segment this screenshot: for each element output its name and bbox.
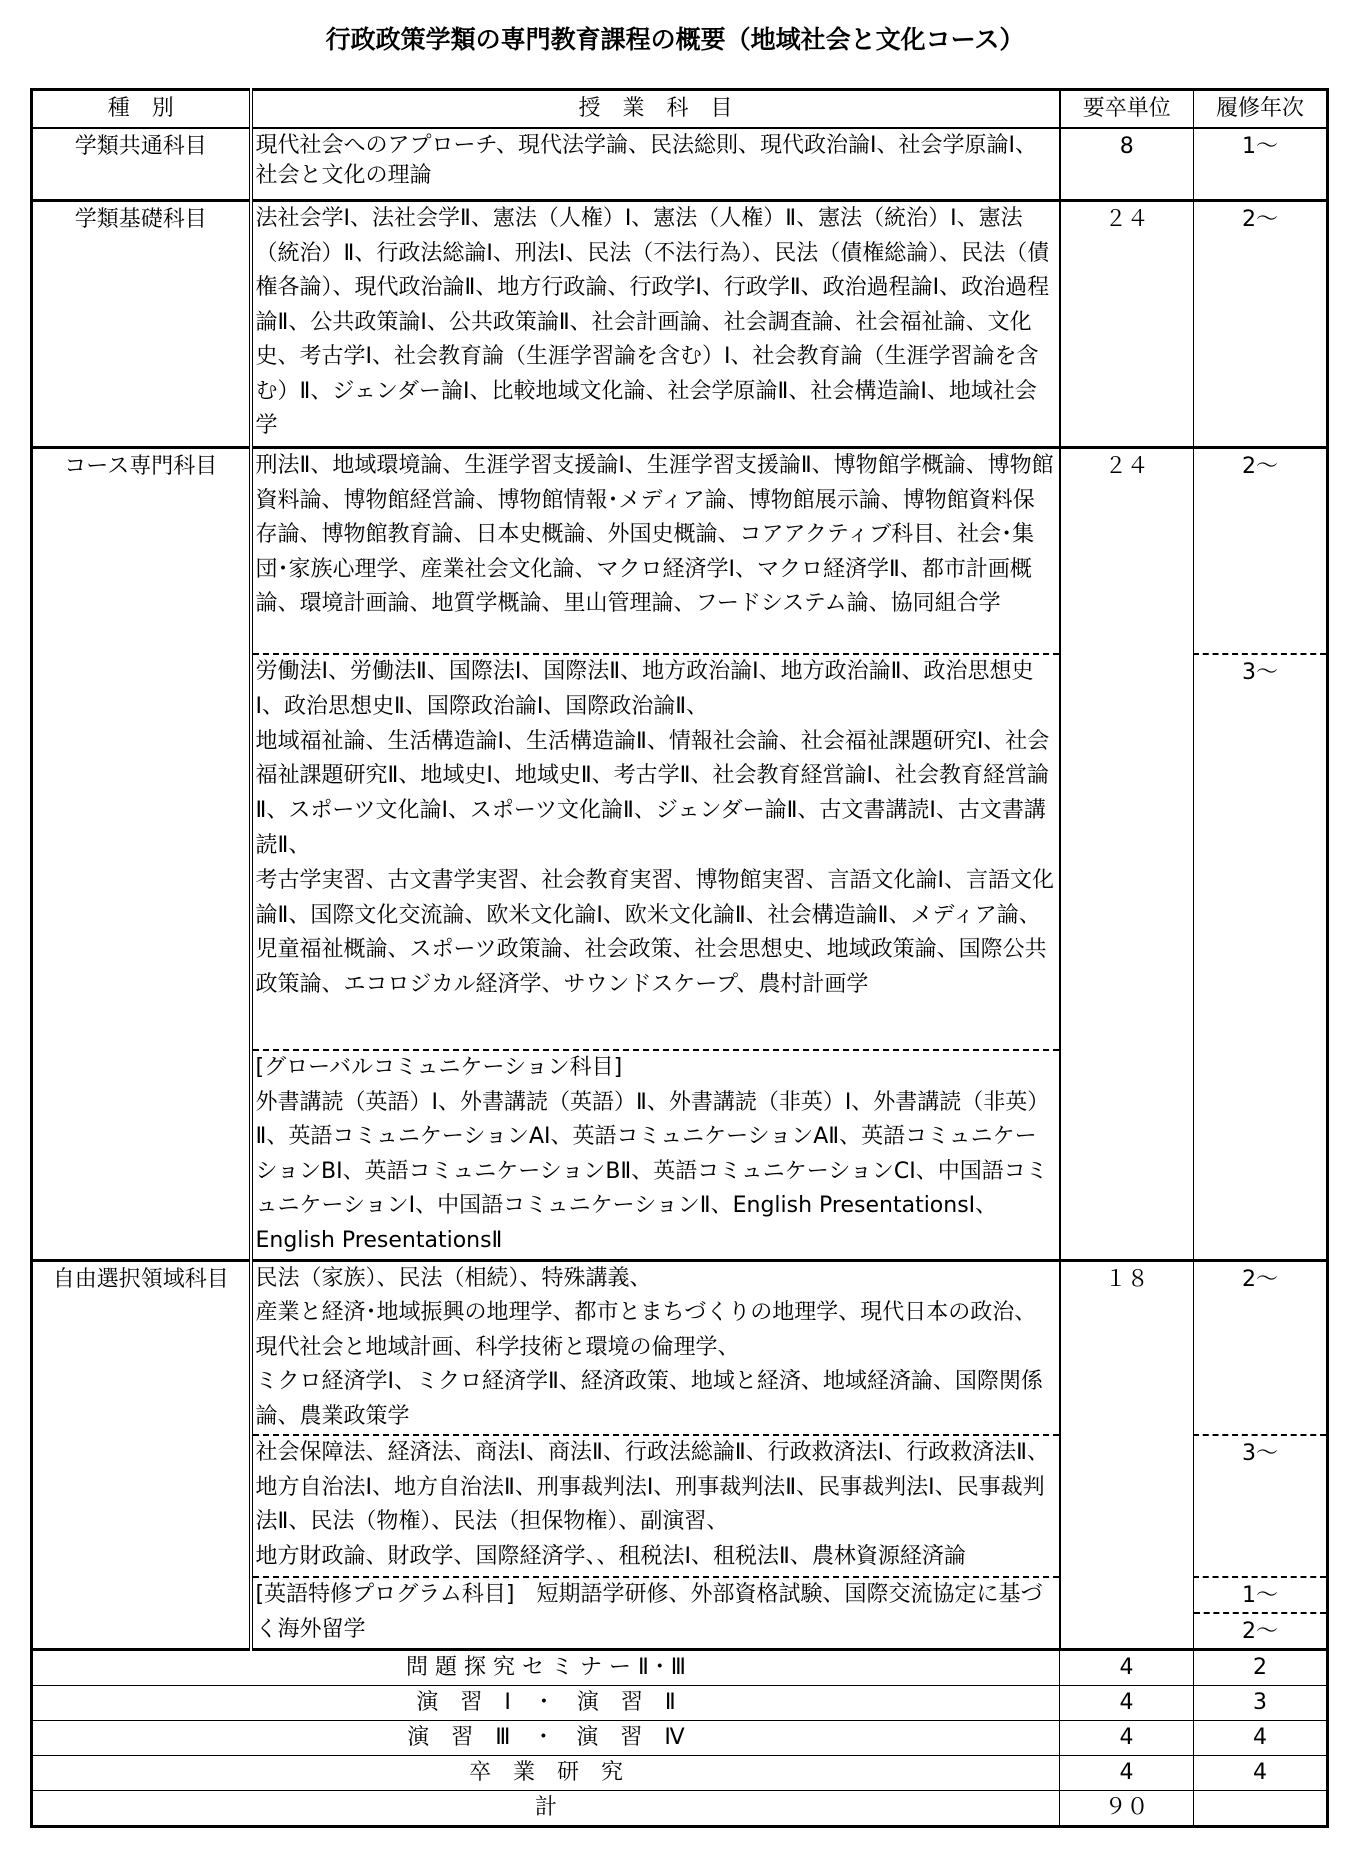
- category-free: 自由選択領域科目: [32, 1260, 251, 1650]
- courses-free-3: [英語特修プログラム科目] 短期語学研修、外部資格試験、国際交流協定に基づく海外留学: [251, 1577, 1060, 1650]
- summary-row-total: [32, 1791, 1328, 1827]
- row-common: [32, 128, 1328, 201]
- summary-units-seminar: 4: [1060, 1650, 1194, 1686]
- summary-row-practice-1: [32, 1686, 1328, 1721]
- year-free-2: 3～: [1194, 1435, 1328, 1577]
- row-course-1: [32, 448, 1328, 655]
- courses-course-2: [251, 654, 1060, 1050]
- year-free-1: 2～: [1194, 1260, 1328, 1435]
- units-free: １８: [1060, 1260, 1194, 1650]
- units-basic: ２４: [1060, 201, 1194, 448]
- header-row: [32, 90, 1328, 129]
- header-year: 履修年次: [1194, 90, 1328, 129]
- courses-free-1: [251, 1260, 1060, 1435]
- year-free-3a: 1～: [1242, 1583, 1278, 1609]
- courses-course-3: [251, 1050, 1060, 1260]
- units-common: 8: [1060, 128, 1194, 201]
- courses-common: 現代社会へのアプローチ、現代法学論、民法総則、現代政治論Ⅰ、社会学原論Ⅰ、社会と文化の理論: [251, 128, 1060, 201]
- summary-label-thesis: 卒 業 研 究: [32, 1756, 1060, 1791]
- header-units: 要卒単位: [1060, 90, 1194, 129]
- units-course: ２４: [1060, 448, 1194, 1261]
- global-communication-heading: [グローバルコミュニケーション科目]: [255, 1055, 623, 1080]
- summary-year-practice-1: 3: [1194, 1686, 1328, 1721]
- row-free-1: [32, 1260, 1328, 1435]
- curriculum-table: [30, 88, 1329, 1828]
- summary-row-practice-2: [32, 1721, 1328, 1756]
- year-basic: 2～: [1194, 201, 1328, 448]
- courses-course-2c: 考古学実習、古文書学実習、社会教育実習、博物館実習、言語文化論Ⅰ、言語文化論Ⅱ、国際文化交流論、欧米文化論Ⅰ、欧米文化論Ⅱ、社会構造論Ⅱ、メディア論、: [255, 867, 1054, 928]
- year-free-3: [1194, 1577, 1328, 1650]
- summary-label-seminar: 問 題 探 究 セ ミ ナ ー Ⅱ・Ⅲ: [32, 1650, 1060, 1686]
- year-free-3b: 2～: [1194, 1612, 1326, 1648]
- summary-label-total: 計: [32, 1791, 1060, 1827]
- global-communication-courses: 外書講読（英語）Ⅰ、外書講読（英語）Ⅱ、外書講読（非英）Ⅰ、外書講読（非英）Ⅱ、英語コミュニケーションAⅠ、英語コミュニケーションAⅡ、英語コミュニケーションBⅠ、英語コミュニケーションBⅡ、英語コミュニケーションCⅠ、中国語コミュニケーションⅠ、中国語コミュニケーションⅡ、English PresentationsⅠ、English PresentationsⅡ: [255, 1089, 1050, 1253]
- year-course-2: 3～: [1194, 654, 1328, 1260]
- row-basic: [32, 201, 1328, 448]
- courses-free-1b: 産業と経済･地域振興の地理学、都市とまちづくりの地理学、現代日本の政治、現代社会と地域計画、科学技術と環境の倫理学、: [255, 1300, 1037, 1360]
- year-course-1: 2～: [1194, 448, 1328, 655]
- summary-units-practice-1: 4: [1060, 1686, 1194, 1721]
- courses-free-2a: 社会保障法、経済法、商法Ⅰ、商法Ⅱ、行政法総論Ⅱ、行政救済法Ⅰ、行政救済法Ⅱ、地方自治法Ⅰ、地方自治法Ⅱ、刑事裁判法Ⅰ、刑事裁判法Ⅱ、民事裁判法Ⅰ、民事裁判法Ⅱ、民法（物権）、民法（担保物権）、副演習、: [255, 1440, 1049, 1535]
- courses-free-1c: ミクロ経済学Ⅰ、ミクロ経済学Ⅱ、経済政策、地域と経済、地域経済論、国際関係論、農業政策学: [255, 1369, 1043, 1429]
- summary-units-practice-2: 4: [1060, 1721, 1194, 1756]
- courses-course-2b: 地域福祉論、生活構造論Ⅰ、生活構造論Ⅱ、情報社会論、社会福祉課題研究Ⅰ、社会福祉課題研究Ⅱ、地域史Ⅰ、地域史Ⅱ、考古学Ⅱ、社会教育経営論Ⅰ、社会教育経営論Ⅱ、スポーツ文化論Ⅰ、スポーツ文化論Ⅱ、ジェンダー論Ⅱ、古文書講読Ⅰ、古文書講読Ⅱ、: [255, 728, 1050, 858]
- header-category: 種 別: [32, 90, 251, 129]
- page-title: 行政政策学類の専門教育課程の概要（地域社会と文化コース）: [325, 25, 1025, 54]
- summary-row-thesis: [32, 1756, 1328, 1791]
- courses-free-1a: 民法（家族）、民法（相続）、特殊講義、: [255, 1265, 652, 1291]
- summary-year-seminar: 2: [1194, 1650, 1328, 1686]
- category-common: 学類共通科目: [32, 128, 251, 201]
- summary-label-practice-2: 演 習 Ⅲ ・ 演 習 Ⅳ: [32, 1721, 1060, 1756]
- summary-row-seminar: [32, 1650, 1328, 1686]
- summary-year-practice-2: 4: [1194, 1721, 1328, 1756]
- summary-year-thesis: 4: [1194, 1756, 1328, 1791]
- courses-basic: 法社会学Ⅰ、法社会学Ⅱ、憲法（人権）Ⅰ、憲法（人権）Ⅱ、憲法（統治）Ⅰ、憲法（統治）Ⅱ、行政法総論Ⅰ、刑法Ⅰ、民法（不法行為）、民法（債権総論）、民法（債権各論）、現代政治論Ⅱ、地方行政論、行政学Ⅰ、行政学Ⅱ、政治過程論Ⅰ、政治過程論Ⅱ、公共政策論Ⅰ、公共政策論Ⅱ、社会計画論、社会調査論、社会福祉論、文化史、考古学Ⅰ、社会教育論（生涯学習論を含む）Ⅰ、社会教育論（生涯学習論を含む）Ⅱ、ジェンダー論Ⅰ、比較地域文化論、社会学原論Ⅱ、社会構造論Ⅰ、地域社会学: [251, 201, 1060, 448]
- courses-course-2a: 労働法Ⅰ、労働法Ⅱ、国際法Ⅰ、国際法Ⅱ、地方政治論Ⅰ、地方政治論Ⅱ、政治思想史Ⅰ、政治思想史Ⅱ、国際政治論Ⅰ、国際政治論Ⅱ、: [255, 659, 1034, 719]
- summary-units-total: ９０: [1060, 1791, 1194, 1827]
- category-course: コース専門科目: [32, 448, 251, 1261]
- courses-course-1: 刑法Ⅱ、地域環境論、生涯学習支援論Ⅰ、生涯学習支援論Ⅱ、博物館学概論、博物館資料論、博物館経営論、博物館情報･メディア論、博物館展示論、博物館資料保存論、博物館教育論、日本史概論、外国史概論、コアアクティブ科目、社会･集団･家族心理学、産業社会文化論、マクロ経済学Ⅰ、マクロ経済学Ⅱ、都市計画概論、環境計画論、地質学概論、里山管理論、フードシステム論、協同組合学: [251, 448, 1060, 655]
- summary-units-thesis: 4: [1060, 1756, 1194, 1791]
- courses-free-2: [251, 1435, 1060, 1577]
- year-common: 1～: [1194, 128, 1328, 201]
- courses-course-2d: 児童福祉概論、スポーツ政策論、社会政策、社会思想史、地域政策論、国際公共政策論、エコロジカル経済学、サウンドスケープ、農村計画学: [255, 937, 1047, 998]
- summary-year-total: [1194, 1791, 1328, 1827]
- category-basic: 学類基礎科目: [32, 201, 251, 448]
- courses-free-2b: 地方財政論、財政学、国際経済学、、租税法Ⅰ、租税法Ⅱ、農林資源経済論: [255, 1543, 966, 1569]
- header-courses: 授 業 科 目: [251, 90, 1060, 129]
- summary-label-practice-1: 演 習 Ⅰ ・ 演 習 Ⅱ: [32, 1686, 1060, 1721]
